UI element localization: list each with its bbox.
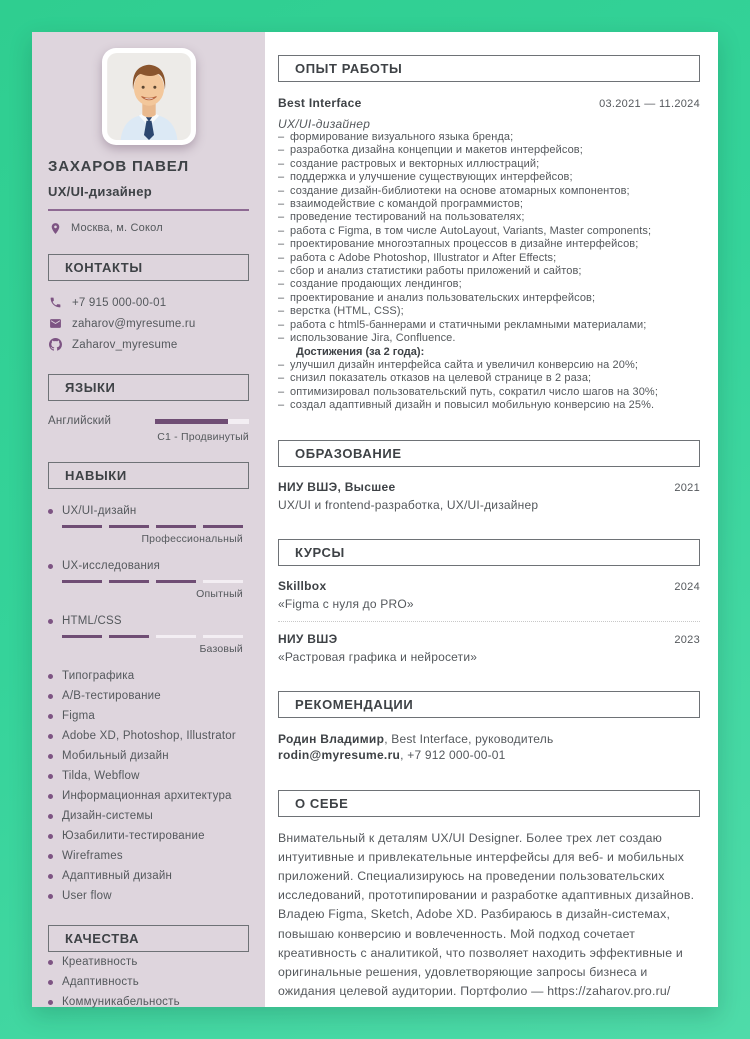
- section-courses: [278, 539, 700, 664]
- person-name: ЗАХАРОВ ПАВЕЛ: [48, 158, 189, 175]
- achievement-item: – создал адаптивный дизайн и повысил мобильную конверсию на 25%.: [278, 399, 700, 412]
- experience-header: ОПЫТ РАБОТЫ: [278, 55, 700, 82]
- achievements-title: Достижения (за 2 года):: [296, 345, 425, 358]
- skill-list-item: Типографика: [48, 666, 249, 686]
- achievement-item: – снизил показатель отказов на целевой странице в 2 раза;: [278, 372, 700, 385]
- duty-item: – взаимодействие с командой программистов;: [278, 198, 700, 211]
- contacts-header: КОНТАКТЫ: [48, 254, 249, 281]
- contact-phone-row: [48, 292, 249, 313]
- duties-list: [278, 131, 700, 346]
- education-header: ОБРАЗОВАНИЕ: [278, 440, 700, 467]
- duty-item: – создание дизайн-библиотеки на основе атомарных компонентов;: [278, 185, 700, 198]
- contact-github-row[interactable]: [48, 334, 249, 355]
- job-position: UX/UI-дизайнер: [278, 117, 371, 131]
- course-year: 2023: [674, 633, 700, 646]
- company-row: [278, 96, 700, 110]
- referee-line: [278, 731, 700, 747]
- section-experience: [278, 55, 700, 413]
- skill-list-item: Адаптивный дизайн: [48, 866, 249, 886]
- email-text: zaharov@myresume.ru: [72, 317, 196, 330]
- sidebar-divider: [48, 209, 249, 211]
- location-text: Москва, м. Сокол: [71, 222, 163, 234]
- skill-level-bar: [62, 580, 243, 583]
- referee-name: Родин Владимир: [278, 731, 385, 746]
- quality-item: Коммуникабельность: [48, 992, 249, 1012]
- skill-list-item: Юзабилити-тестирование: [48, 826, 249, 846]
- section-education: [278, 440, 700, 512]
- recommendations-header: РЕКОМЕНДАЦИИ: [278, 691, 700, 718]
- duty-item: – создание продающих лендингов;: [278, 278, 700, 291]
- rated-skill: [48, 611, 249, 655]
- course-year: 2024: [674, 580, 700, 593]
- skill-name: UX/UI-дизайн: [48, 501, 249, 521]
- courses-header: КУРСЫ: [278, 539, 700, 566]
- phone-text: +7 915 000-00-01: [72, 296, 167, 309]
- skill-level-label: Опытный: [196, 588, 243, 600]
- profile-photo: [102, 48, 196, 145]
- languages-header: ЯЗЫКИ: [48, 374, 249, 401]
- duty-item: – проведение тестирований на пользователях;: [278, 211, 700, 224]
- duty-item: – работа с Figma, в том числе AutoLayout, Variants, Master components;: [278, 225, 700, 238]
- course-item: [278, 621, 700, 664]
- course-row: [278, 632, 700, 646]
- duty-item: – разработка дизайна концепции и макетов интерфейсов;: [278, 144, 700, 157]
- course-row: [278, 579, 700, 593]
- duty-item: – проектирование многоэтапных процессов в дизайне интерфейсов;: [278, 238, 700, 251]
- education-details: UX/UI и frontend-разработка, UX/UI-дизайнер: [278, 497, 539, 512]
- course-name: «Растровая графика и нейросети»: [278, 649, 478, 664]
- skill-list-item: Wireframes: [48, 846, 249, 866]
- section-recommendations: [278, 691, 700, 763]
- profile-photo-image: [107, 53, 191, 140]
- achievement-item: – улучшил дизайн интерфейса сайта и увеличил конверсию на 20%;: [278, 359, 700, 372]
- duty-item: – создание растровых и векторных иллюстраций;: [278, 158, 700, 171]
- contact-email-row[interactable]: [48, 313, 249, 334]
- skill-level-label: Профессиональный: [141, 533, 243, 545]
- skill-list-item: A/B-тестирование: [48, 686, 249, 706]
- skill-name: UX-исследования: [48, 556, 249, 576]
- person-title: UX/UI-дизайнер: [48, 184, 152, 199]
- language-level-label: C1 - Продвинутый: [157, 431, 249, 443]
- location-row: [48, 221, 249, 235]
- course-school: Skillbox: [278, 578, 327, 593]
- rated-skill: [48, 501, 249, 545]
- skills-list: [48, 666, 249, 906]
- section-about: [278, 790, 700, 1002]
- skill-list-item: Figma: [48, 706, 249, 726]
- skill-list-item: Мобильный дизайн: [48, 746, 249, 766]
- phone-icon: [48, 296, 62, 310]
- quality-item: Адаптивность: [48, 972, 249, 992]
- referee-company-role: , Best Interface, руководитель: [384, 731, 554, 746]
- github-icon: [48, 338, 62, 352]
- rated-skill: [48, 556, 249, 600]
- employment-dates: 03.2021 — 11.2024: [599, 98, 700, 110]
- skill-level-bar: [62, 635, 243, 638]
- course-school: НИУ ВШЭ: [278, 631, 338, 646]
- referee-email[interactable]: rodin@myresume.ru: [278, 747, 401, 762]
- duty-item: – работа с Adobe Photoshop, Illustrator и After Effects;: [278, 252, 700, 265]
- resume-page: [32, 32, 718, 1007]
- skills-header: НАВЫКИ: [48, 462, 249, 489]
- contact-list: [48, 292, 249, 355]
- skill-name: HTML/CSS: [48, 611, 249, 631]
- skill-list-item: Adobe XD, Photoshop, Illustrator: [48, 726, 249, 746]
- duty-item: – использование Jira, Confluence.: [278, 332, 700, 345]
- achievements-list: [278, 359, 700, 413]
- referee-contacts-line: [278, 747, 700, 763]
- skill-level-bar: [62, 525, 243, 528]
- duty-item: – проектирование и анализ пользовательских интерфейсов;: [278, 292, 700, 305]
- qualities-header: КАЧЕСТВА: [48, 925, 249, 952]
- education-year: 2021: [674, 481, 700, 494]
- education-school: НИУ ВШЭ, Высшее: [278, 479, 396, 494]
- language-level: [155, 415, 249, 443]
- skill-list-item: Tilda, Webflow: [48, 766, 249, 786]
- course-name: «Figma с нуля до PRO»: [278, 596, 414, 611]
- duty-item: – работа с html5-баннерами и статичными рекламными материалами;: [278, 319, 700, 332]
- duty-item: – формирование визуального языка бренда;: [278, 131, 700, 144]
- qualities-list: [48, 952, 249, 1012]
- duty-item: – поддержка и улучшение существующих интерфейсов;: [278, 171, 700, 184]
- skill-list-item: User flow: [48, 886, 249, 906]
- main-content: [265, 32, 718, 1007]
- achievement-item: – оптимизировал пользовательский путь, сократил число шагов на 30%;: [278, 386, 700, 399]
- skill-list-item: Информационная архитектура: [48, 786, 249, 806]
- about-header: О СЕБЕ: [278, 790, 700, 817]
- language-progress-bar: [155, 419, 249, 424]
- github-text: Zaharov_myresume: [72, 338, 178, 351]
- company-name: Best Interface: [278, 96, 362, 110]
- duty-item: – верстка (HTML, CSS);: [278, 305, 700, 318]
- duty-item: – сбор и анализ статистики работы приложений и сайтов;: [278, 265, 700, 278]
- course-item: [278, 579, 700, 611]
- mail-icon: [48, 317, 62, 331]
- about-text: Внимательный к деталям UX/UI Designer. Более трех лет создаю интуитивные и привлекательные интерфейсы для веб- и мобильных приложений. Специализируюсь на проведении пользовательских исследований, прототипировании и разработке адаптивных дизайнов. Владею Figma, Sketch, Adobe XD. Разбираюсь в дизайн-системах, повышаю конверсию и вовлеченность. Мой подход сочетает креативность с аналитикой, что позволяет находить эффективные и оригинальные решения, удовлетворяющие запросы бизнеса и ожидания целевой аудитории. Портфолио — https://zaharov.pro.ru/: [278, 830, 695, 999]
- language-name: Английский: [48, 415, 112, 427]
- sidebar: [32, 32, 265, 1007]
- referee-block: [278, 731, 700, 763]
- quality-item: Креативность: [48, 952, 249, 972]
- language-row: [48, 415, 249, 443]
- education-entry: [278, 480, 700, 494]
- rated-skills: [48, 501, 249, 655]
- courses-list: [278, 579, 700, 664]
- location-pin-icon: [48, 221, 62, 235]
- skill-level-label: Базовый: [199, 643, 243, 655]
- referee-phone: , +7 912 000-00-01: [400, 747, 506, 762]
- skill-list-item: Дизайн-системы: [48, 806, 249, 826]
